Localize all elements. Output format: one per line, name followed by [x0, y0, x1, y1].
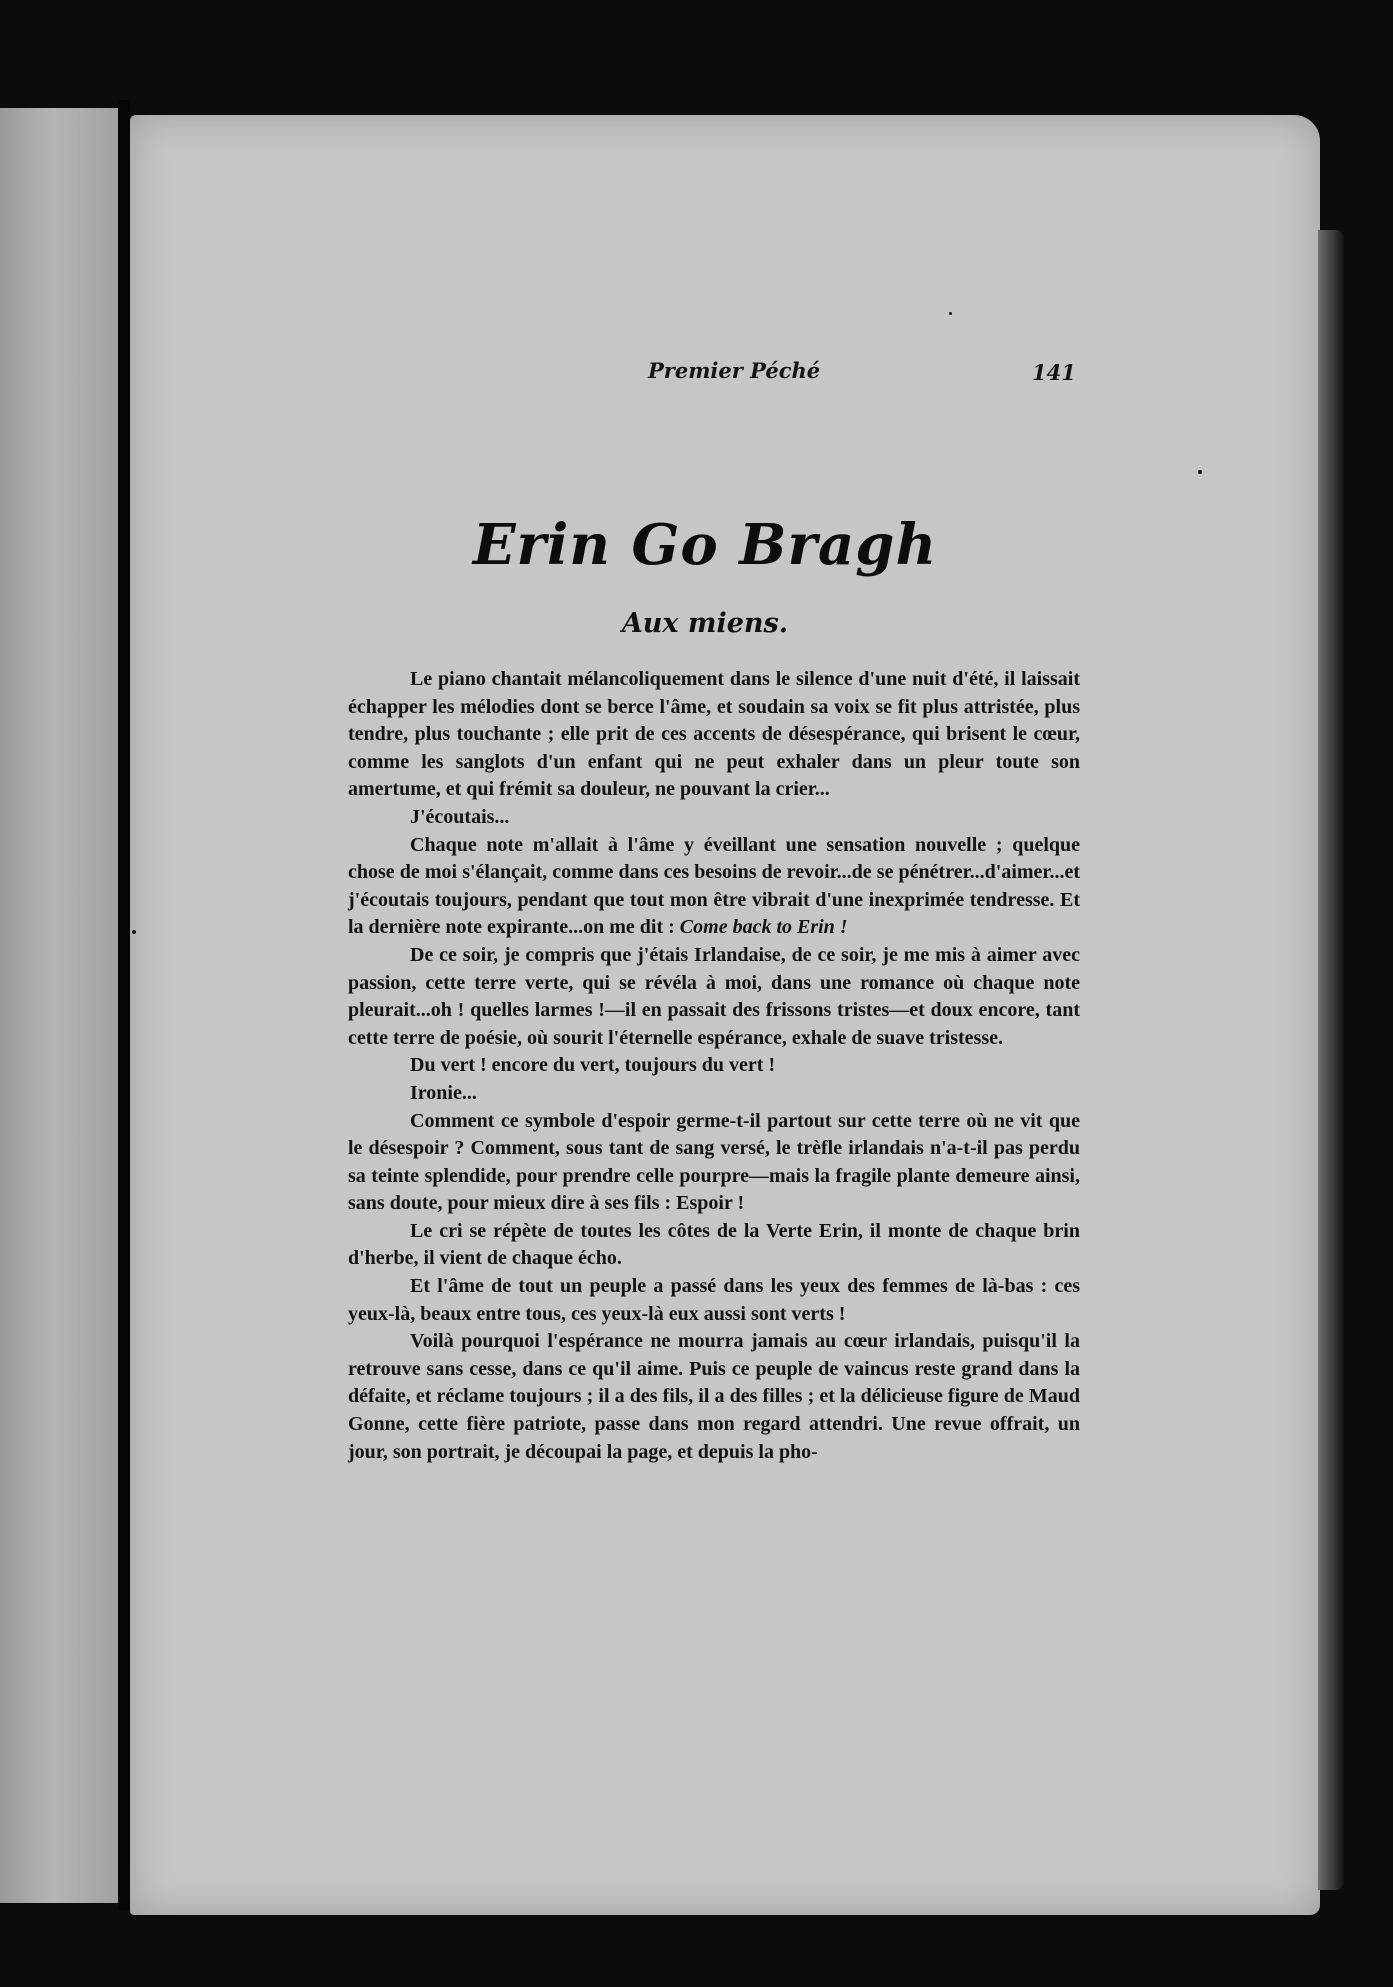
dedication: Aux miens.	[621, 608, 789, 639]
paragraph: J'écoutais...	[410, 805, 510, 828]
page-stack-edge	[1318, 230, 1344, 1890]
running-title: Premier Péché	[648, 358, 821, 383]
italic-quote: Come back to Erin !	[679, 916, 848, 939]
paragraph: Le piano chantait mélancoliquement dans le silence d'une nuit d'été, il laissait échapper les mélodies dont se berce l'âme, et soudain sa voix se fit plus attristée, plus tendre, plus touchante ; elle prit de ces accents de désespérance, qui brisent le cœur, comme les sanglots d'un enfant qui ne peut exhaler dans un pleur toute son amertume, et qui frémit sa douleur, ne pouvant la crier...	[348, 668, 1080, 801]
paragraph: Le cri se répète de toutes les côtes de la Verte Erin, il monte de chaque brin d'herbe, il vient de chaque écho.	[348, 1219, 1080, 1270]
page-number: 141	[1032, 360, 1076, 385]
paragraph: Voilà pourquoi l'espérance ne mourra jamais au cœur irlandais, puisqu'il la retrouve sans cesse, dans ce qu'il aime. Puis ce peuple de vaincus reste grand dans la défaite, et réclame toujours ; il a des fils, il a des filles ; et la délicieuse figure de Maud Gonne, cette fière patriote, passe dans mon regard attendri. Une revue offrait, un jour, son portrait, je découpai la page, et depuis la pho-	[348, 1330, 1080, 1463]
paragraph: Ironie...	[410, 1081, 477, 1104]
article-title: Erin Go Bragh	[472, 512, 938, 578]
running-head	[0, 358, 1393, 388]
paragraph	[348, 832, 1080, 942]
paragraph-text: Chaque note m'allait à l'âme y éveillant une sensation nouvelle ; quelque chose de moi s'élançait, comme dans ces besoins de revoir...de se pénétrer...d'aimer...et j'écoutais toujours, pendant que tout mon être vibrait d'une inexprimée tendresse. Et la dernière note expirante...on me dit :	[348, 833, 1080, 939]
paper-speck	[132, 930, 136, 934]
paragraph: Du vert ! encore du vert, toujours du vert !	[410, 1054, 776, 1077]
paper-speck	[1198, 470, 1202, 474]
paragraph: Et l'âme de tout un peuple a passé dans les yeux des femmes de là-bas : ces yeux-là, beaux entre tous, ces yeux-là eux aussi sont verts !	[348, 1275, 1080, 1325]
paper-speck	[949, 312, 952, 315]
paragraph: De ce soir, je compris que j'étais Irlandaise, de ce soir, je me mis à aimer avec passion, cette terre verte, qui se révéla à moi, dans une romance où chaque note pleurait...oh ! quelles larmes !—il en passait des frissons tristes—et doux encore, tant cette terre de poésie, où sourit l'éternelle espérance, exhale de suave tristesse.	[348, 943, 1080, 1049]
paragraph: Comment ce symbole d'espoir germe-t-il partout sur cette terre où ne vit que le désespoir ? Comment, sous tant de sang versé, le trèfle irlandais n'a-t-il pas perdu sa teinte splendide, pour prendre celle pourpre—mais la fragile plante demeure ainsi, sans doute, pour mieux dire à ses fils : Espoir !	[348, 1109, 1080, 1215]
article-body	[348, 666, 1080, 1466]
